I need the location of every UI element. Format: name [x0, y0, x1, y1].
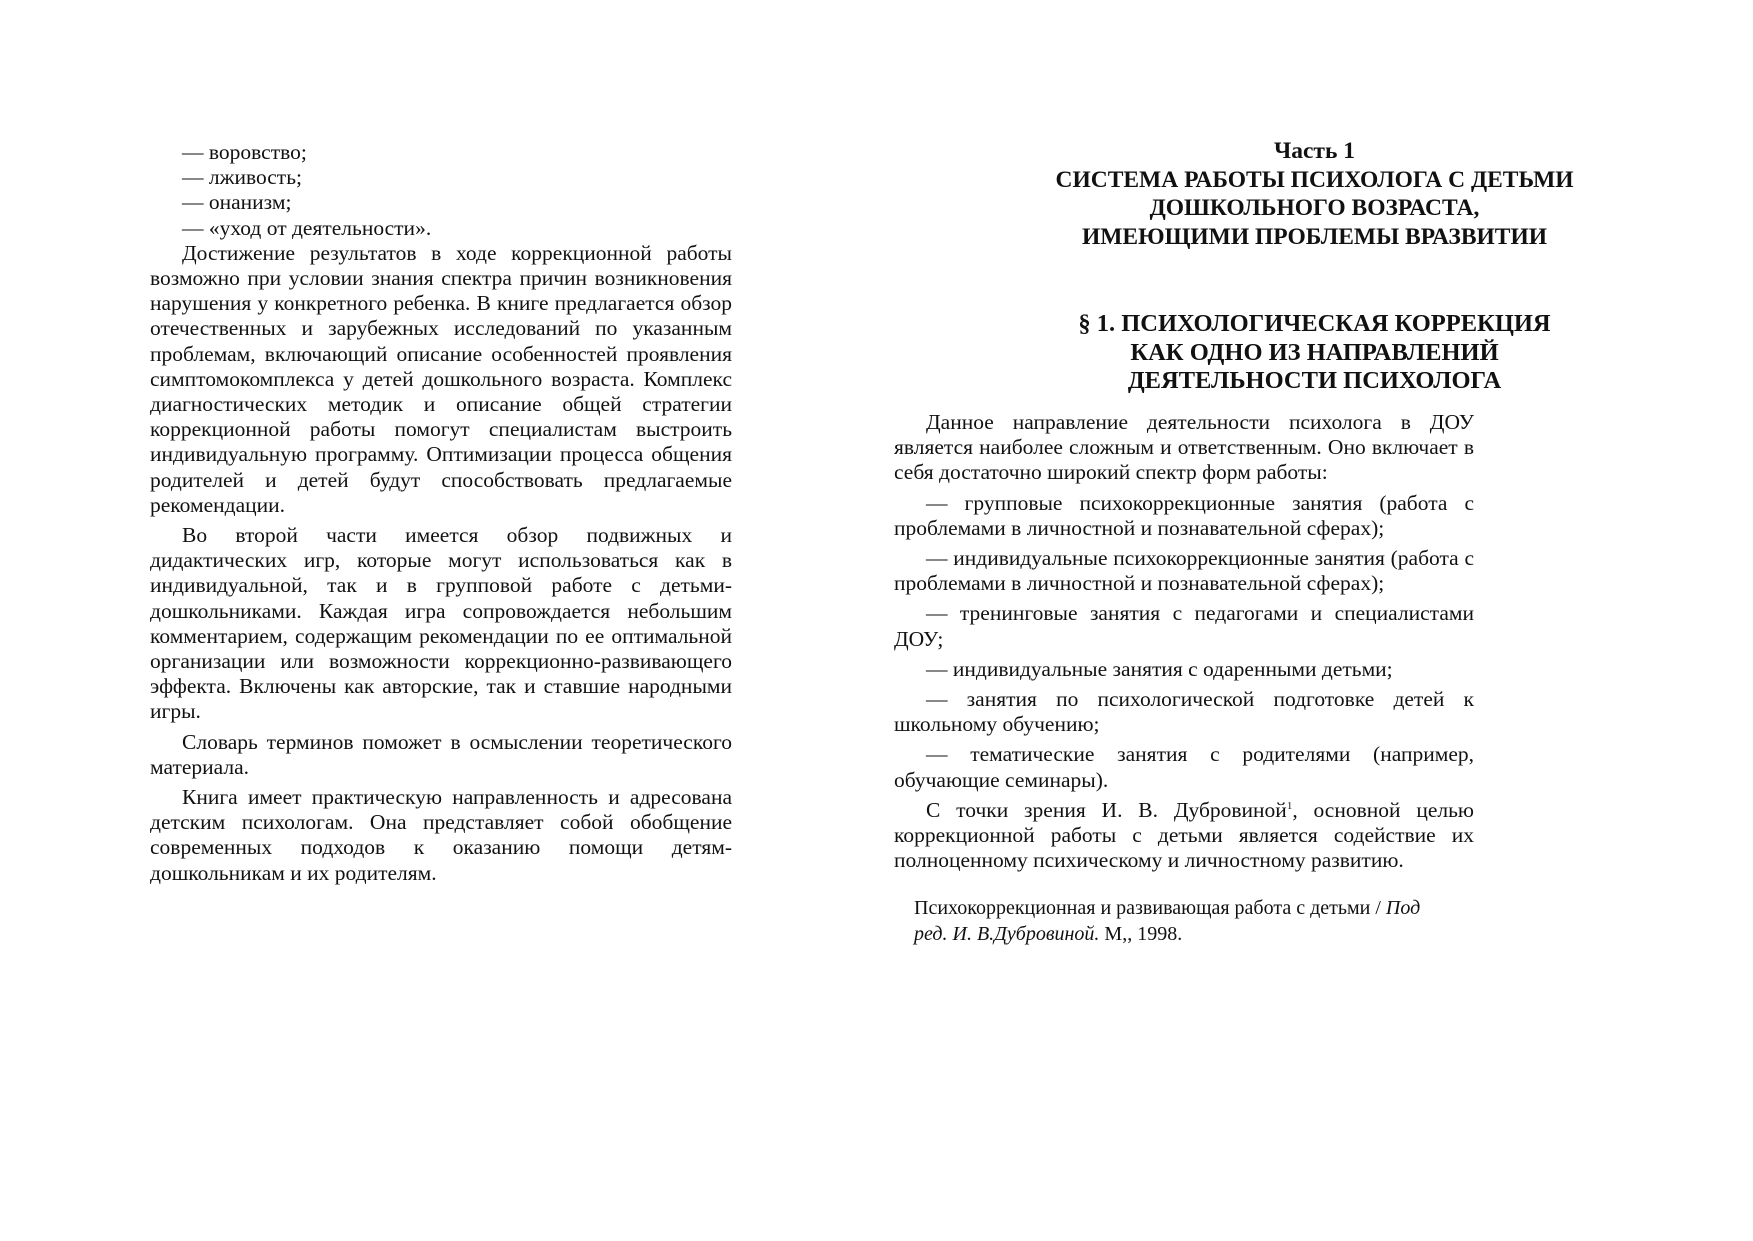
footnote-mark: 1: [1286, 799, 1293, 812]
part-title-line: ДОШКОЛЬНОГО ВОЗРАСТА,: [1149, 195, 1480, 221]
list-item: — групповые психокоррекционные занятия (работа с проблемами в личностной и познавательной сферах);: [894, 490, 1474, 540]
list-item: — воровство;: [182, 140, 307, 164]
paragraph: Достижение результатов в ходе коррекционной работы возможно при условии знания спектра причин возникновения нарушения у конкретного ребенка. В книге предлагается обзор отечественных и зарубежных исследований по указанным проблемам, включающий описание особенностей проявления симптомокомплекса у детей дошкольного возраста. Комплекс диагностических методик и описание общей стратегии коррекционной работы помогут специалистам выстроить индивидуальную программу. Оптимизации процесса общения родителей и детей будут способствовать предлагаемые рекомендации.: [150, 240, 732, 517]
section-title-line: ДЕЯТЕЛЬНОСТИ ПСИХОЛОГА: [1127, 367, 1502, 394]
intro-paragraph: Данное направление деятельности психолога в ДОУ является наиболее сложным и ответственным. Оно включает в себя достаточно широкий спектр форм работы:: [894, 410, 1474, 485]
left-page: [0, 0, 876, 1241]
part-title-line: ИМЕЮЩИМИ ПРОБЛЕМЫ ВРАЗВИТИИ: [1081, 223, 1548, 250]
footnote: [914, 895, 1454, 947]
paragraph: Словарь терминов поможет в осмыслении теоретического материала.: [150, 729, 732, 779]
section-title-line: § 1. ПСИХОЛОГИЧЕСКАЯ КОРРЕКЦИЯ: [1078, 310, 1551, 337]
list-item: — занятия по психологической подготовке детей к школьному обучению;: [894, 687, 1474, 737]
closing-text-end: , основной целью коррекционной работы с детьми является содействие их полноценному психическому и личностному развитию.: [894, 797, 1474, 873]
part-number: Часть 1: [1273, 138, 1356, 164]
list-item: — индивидуальные занятия с одаренными детьми;: [926, 656, 1393, 681]
list-item: — индивидуальные психокоррекционные занятия (работа с проблемами в личностной и познавательной сферах);: [894, 546, 1474, 596]
part-title-line: СИСТЕМА РАБОТЫ ПСИХОЛОГА С ДЕТЬМИ: [1055, 166, 1574, 193]
list-item: — «уход от деятельности».: [182, 215, 432, 240]
part-heading: [876, 137, 1753, 251]
paragraph: Книга имеет практическую направленность и адресована детским психологам. Она представляет собой обобщение современных подходов к оказанию помощи детям-дошкольникам и их родителям.: [150, 785, 732, 885]
right-page: [876, 0, 1753, 1241]
list-item: — тематические занятия с родителями (например, обучающие семинары).: [894, 742, 1474, 792]
list-item: — тренинговые занятия с педагогами и специалистами ДОУ;: [894, 601, 1474, 651]
paragraph: Во второй части имеется обзор подвижных и дидактических игр, которые могут использоваться как в индивидуальной, так и в групповой работе с детьми-дошкольниками. Каждая игра сопровождается небольшим комментарием, содержащим рекомендации по ее оптимальной организации или возможности коррекционно-развивающего эффекта. Включены как авторские, так и ставшие народными игры.: [150, 523, 732, 724]
left-page-text: [150, 140, 732, 891]
closing-text-start: С точки зрения И. В. Дубровиной: [926, 797, 1287, 822]
right-page-text: [894, 410, 1474, 878]
section-heading: [876, 310, 1753, 396]
footnote-tail: М,, 1998.: [1099, 923, 1183, 945]
footnote-editor: Под ред. И. В.Дубровиной.: [914, 897, 1421, 945]
closing-paragraph: [894, 798, 1474, 874]
list-item: — онанизм;: [182, 190, 292, 215]
footnote-text: Психокоррекционная и развивающая работа с детьми /: [914, 897, 1386, 919]
section-title-line: КАК ОДНО ИЗ НАПРАВЛЕНИЙ: [1130, 338, 1499, 366]
list-item: — лживость;: [182, 165, 302, 190]
